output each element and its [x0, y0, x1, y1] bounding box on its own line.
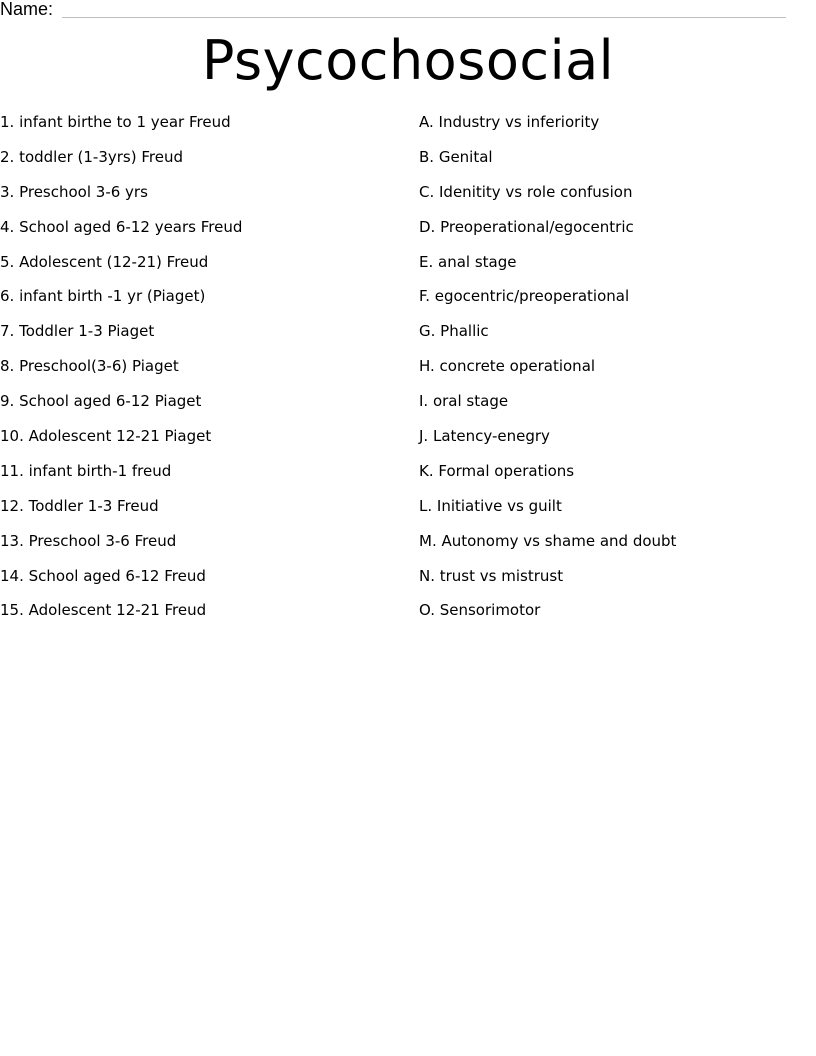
question-item: 7. Toddler 1-3 Piaget — [0, 322, 155, 341]
answer-item: F. egocentric/preoperational — [419, 287, 630, 306]
answer-item: A. Industry vs inferiority — [419, 113, 600, 131]
answer-item: H. concrete operational — [419, 357, 596, 376]
page-title: Psycochosocial — [201, 29, 615, 92]
question-list — [0, 111, 400, 634]
answer-item: O. Sensorimotor — [419, 601, 541, 620]
answer-item: L. Initiative vs guilt — [419, 496, 562, 515]
question-item: 14. School aged 6-12 Freud — [0, 566, 206, 585]
answer-item: K. Formal operations — [419, 461, 575, 480]
question-item: 10. Adolescent 12-21 Piaget — [0, 427, 212, 446]
question-item: 11. infant birth-1 freud — [0, 461, 172, 480]
answer-list — [419, 111, 809, 634]
answer-item: J. Latency-enegry — [419, 427, 550, 446]
question-item: 6. infant birth -1 yr (Piaget) — [0, 287, 206, 306]
question-item: 9. School aged 6-12 Piaget — [0, 392, 202, 411]
answer-item: E. anal stage — [419, 252, 517, 271]
name-label: Name: — [0, 0, 54, 19]
question-item: 1. infant birthe to 1 year Freud — [0, 113, 231, 131]
answer-item: M. Autonomy vs shame and doubt — [419, 531, 677, 550]
answer-item: B. Genital — [419, 147, 493, 166]
question-item: 8. Preschool(3-6) Piaget — [0, 357, 179, 376]
answer-item: N. trust vs mistrust — [419, 566, 564, 585]
question-item: 12. Toddler 1-3 Freud — [0, 496, 159, 515]
question-item: 2. toddler (1-3yrs) Freud — [0, 147, 183, 166]
question-item: 5. Adolescent (12-21) Freud — [0, 252, 209, 271]
name-row — [0, 0, 790, 20]
name-blank-line[interactable] — [62, 17, 786, 18]
answer-item: D. Preoperational/egocentric — [419, 217, 634, 236]
question-item: 3. Preschool 3-6 yrs — [0, 182, 148, 201]
question-item: 13. Preschool 3-6 Freud — [0, 531, 177, 550]
answer-item: C. Idenitity vs role confusion — [419, 182, 633, 201]
question-item: 15. Adolescent 12-21 Freud — [0, 601, 207, 620]
question-item: 4. School aged 6-12 years Freud — [0, 217, 243, 236]
answer-item: I. oral stage — [419, 392, 509, 411]
answer-item: G. Phallic — [419, 322, 489, 341]
